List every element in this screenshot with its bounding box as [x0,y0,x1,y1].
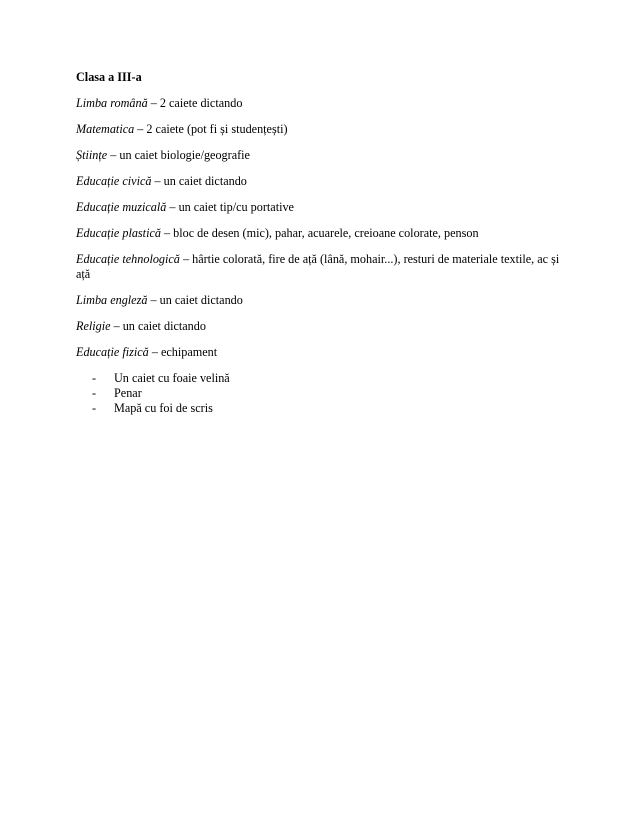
separator: – [166,200,179,214]
separator: – [148,345,161,359]
list-item [76,293,566,308]
subject-name: Matematica [76,122,135,136]
list-item [76,122,566,137]
subject-items: un caiet dictando [122,319,206,333]
subject-name: Educație muzicală [76,200,167,214]
subject-items: un caiet dictando [163,174,247,188]
list-item [76,319,566,334]
bullet-text: Mapă cu foi de scris [114,401,213,415]
bullet-marker: - [92,386,97,400]
subject-items: 2 caiete dictando [159,96,243,110]
list-item [76,226,566,241]
bullet-item [76,371,566,386]
subject-items: un caiet tip/cu portative [178,200,294,214]
subject-name: Limba română [76,96,148,110]
subject-name: Educație civică [76,174,152,188]
bullet-item [76,386,566,401]
list-item [76,200,566,215]
bullet-text: Un caiet cu foaie velină [114,371,230,385]
subject-name: Educație fizică [76,345,149,359]
separator: – [179,252,193,266]
separator: – [110,319,123,333]
document-title: Clasa a III-a [76,70,142,84]
list-item [76,174,566,189]
separator: – [107,148,120,162]
subject-items: bloc de desen (mic), pahar, acuarele, creioane colorate, penson [173,226,479,240]
separator: – [134,122,147,136]
list-item [76,345,566,360]
list-item [76,148,566,163]
subject-items: 2 caiete (pot fi și studențești) [146,122,288,136]
list-item [76,96,566,111]
subject-items: un caiet dictando [159,293,243,307]
separator: – [147,293,160,307]
bullet-list [76,371,566,416]
bullet-item [76,401,566,416]
bullet-text: Penar [114,386,142,400]
subject-items: hârtie colorată, fire de ață (lână, mohair...), resturi de materiale textile, ac și ață [76,252,560,281]
bullet-marker: - [92,371,97,385]
separator: – [147,96,160,110]
subject-items: un caiet biologie/geografie [119,148,250,162]
bullet-marker: - [92,401,97,415]
subject-name: Limba engleză [76,293,148,307]
subject-name: Educație plastică [76,226,161,240]
document-body [76,70,566,416]
list-item [76,252,566,282]
subject-name: Științe [76,148,108,162]
subject-name: Educație tehnologică [76,252,180,266]
subject-items: echipament [160,345,218,359]
subject-name: Religie [76,319,111,333]
separator: – [151,174,164,188]
separator: – [160,226,174,240]
